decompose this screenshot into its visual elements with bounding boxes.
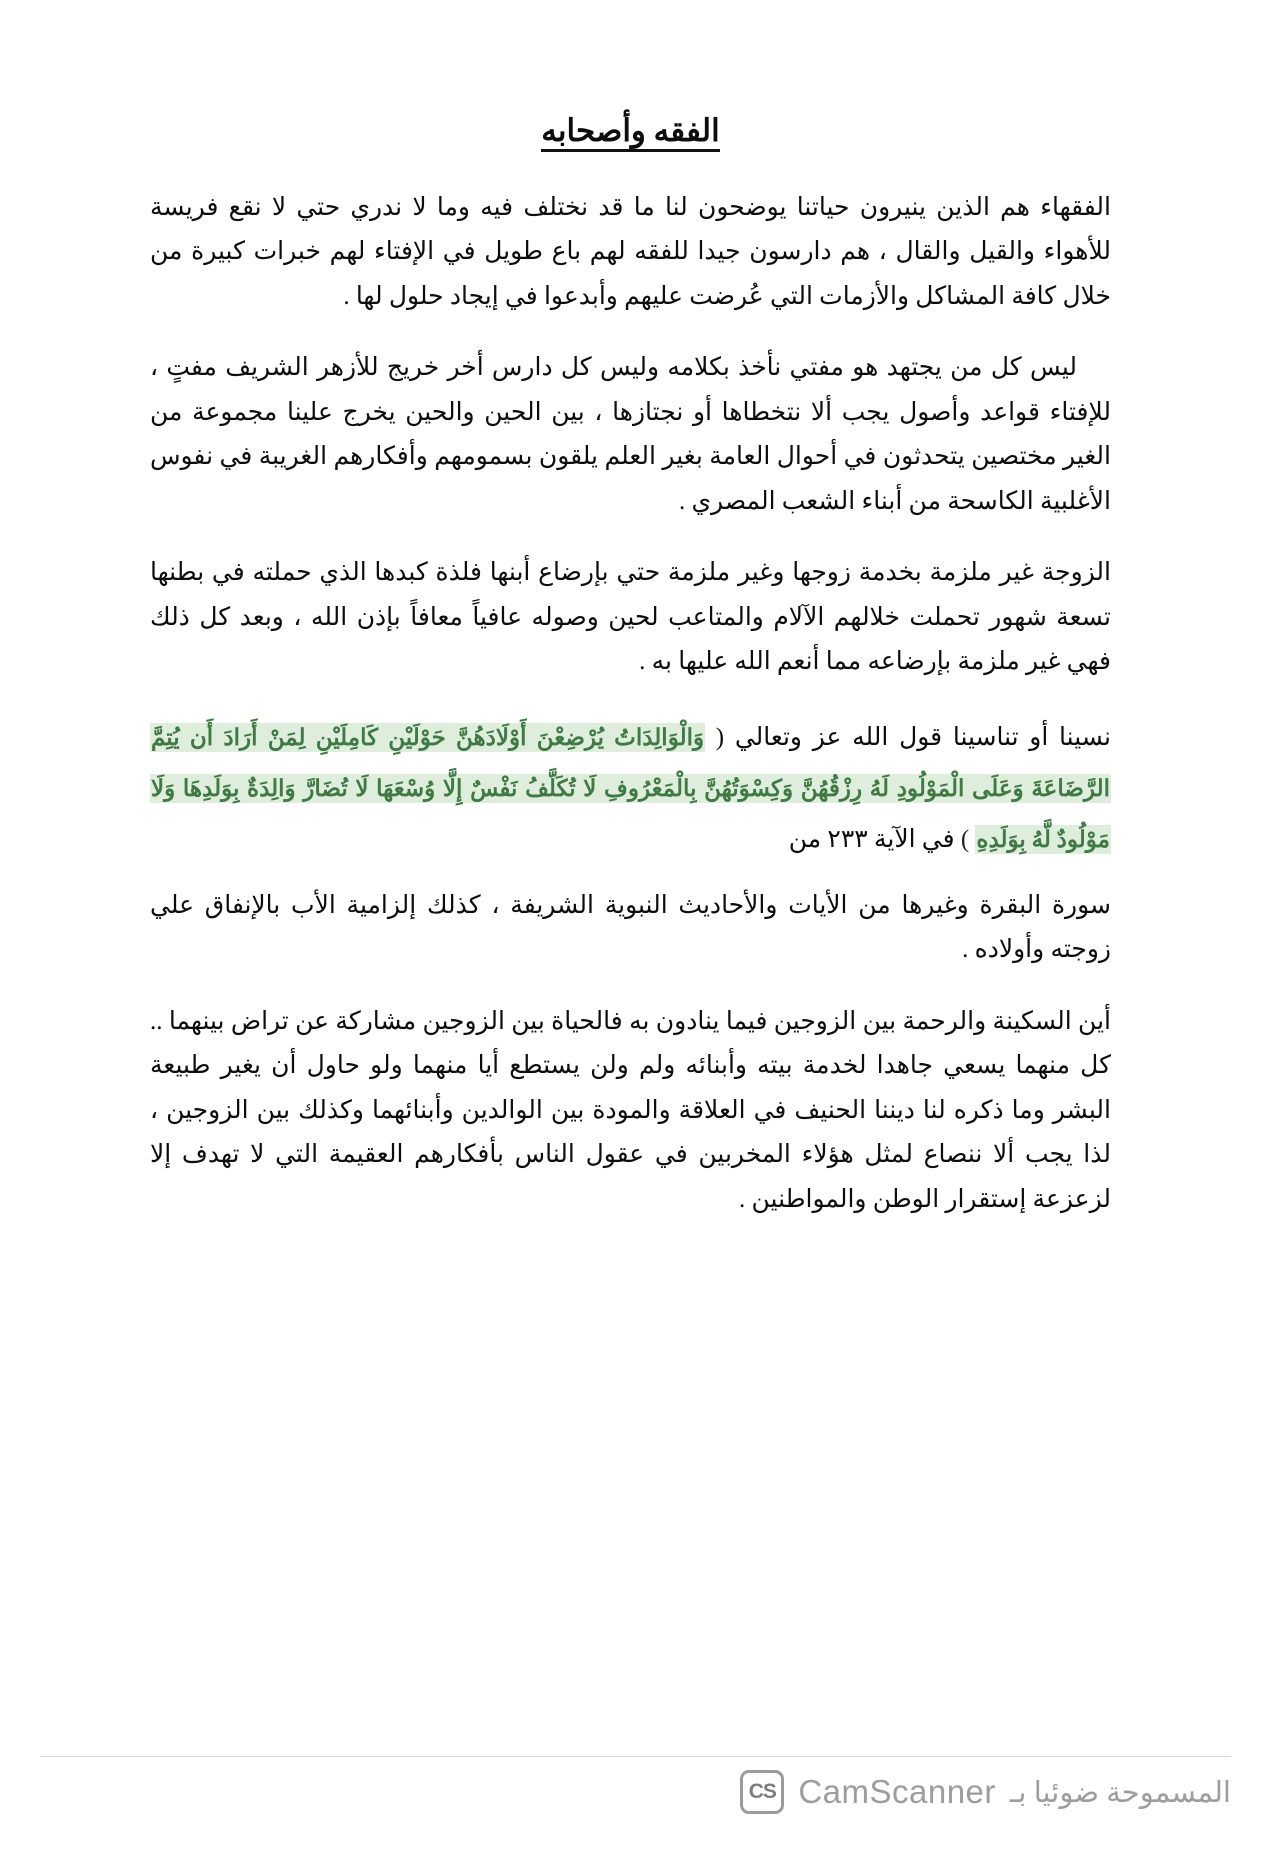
quote-lead-in: نسينا أو تناسينا قول الله عز وتعالي ( [715, 723, 1112, 751]
scanner-footer [0, 1756, 1271, 1826]
paragraph-3: الزوجة غير ملزمة بخدمة زوجها وغير ملزمة حتي بإرضاع أبنها فلذة كبدها الذي حملته في بطنها تسعة شهور تحملت خلالهم الآلام والمتاعب لحين وصوله عافياً معافاً بإذن الله ، وبعد كل ذلك فهي غير ملزمة بإرضاعه مما أنعم الله عليها به . [150, 559, 1111, 676]
paragraph-1: الفقهاء هم الذين ينيرون حياتنا يوضحون لنا ما قد نختلف فيه وما لا ندري حتي لا نقع فريسة للأهواء والقيل والقال ، هم دارسون جيدا للفقه لهم باع طويل في الإفتاء لهم خبرات كبيرة من خلال كافة المشاكل والأزمات التي عُرضت عليهم وأبدعوا في إيجاد حلول لها . [150, 193, 1111, 310]
quran-verse-highlight: وَالْوَالِدَاتُ يُرْضِعْنَ أَوْلَادَهُنَّ حَوْلَيْنِ كَامِلَيْنِ لِمَنْ أَرَادَ أَن يُتِمَّ الرَّضَاعَةَ وَعَلَى الْمَوْلُودِ لَهُ رِزْقُهُنَّ وَكِسْوَتُهُنَّ بِالْمَعْرُوفِ لَا تُكَلَّفُ نَفْسٌ إِلَّا وُسْعَهَا لَا تُضَارَّ وَالِدَةٌ بِوَلَدِهَا وَلَا مَوْلُودٌ لَّهُ بِوَلَدِهِ [151, 724, 1110, 853]
camscanner-watermark [740, 1770, 1231, 1814]
page-title [150, 110, 1111, 152]
page-title-text: الفقه وأصحابه [541, 113, 719, 152]
paragraph-6: أين السكينة والرحمة بين الزوجين فيما ينادون به فالحياة بين الزوجين مشاركة عن تراض بينهما .. كل منهما يسعي جاهدا لخدمة بيته وأبنائه ولم ولن يستطع أيا منهما ولو حاول أن يغير طبيعة البشر وما ذكره لنا ديننا الحنيف في العلاقة والمودة بين الوالدين وأبنائهما وكذلك بين الزوجين ، لذا يجب ألا ننصاع لمثل هؤلاء المخربين في عقول الناس بأفكارهم العقيمة التي لا تهدف إلا لزعزعة إستقرار الوطن والمواطنين . [150, 1007, 1111, 1213]
camscanner-logo-icon: CS [740, 1770, 784, 1814]
quran-verse-reference: في الآية ٢٣٣ من [788, 826, 955, 854]
quran-quote-paragraph [150, 712, 1111, 866]
camscanner-arabic-caption: المسموحة ضوئيا بـ [1009, 1776, 1231, 1809]
quote-closing-bracket: ) [960, 826, 970, 854]
camscanner-wordmark: CamScanner [798, 1773, 996, 1810]
footer-divider [40, 1756, 1231, 1757]
document-content [150, 110, 1111, 1249]
paragraph-2: ليس كل من يجتهد هو مفتي نأخذ بكلامه وليس كل دارس أخر خريج للأزهر الشريف مفتٍ ، للإفتاء قواعد وأصول يجب ألا نتخطاها أو نجتازها ، بين الحين والحين يخرج علينا مجموعة من الغير مختصين يتحدثون في أحوال العامة بغير العلم يلقون بسمومهم وأفكارهم الغريبة في نفوس الأغلبية الكاسحة من أبناء الشعب المصري . [150, 354, 1111, 515]
paragraph-5: سورة البقرة وغيرها من الأيات والأحاديث النبوية الشريفة ، كذلك إلزامية الأب بالإنفاق علي زوجته وأولاده . [150, 891, 1111, 964]
